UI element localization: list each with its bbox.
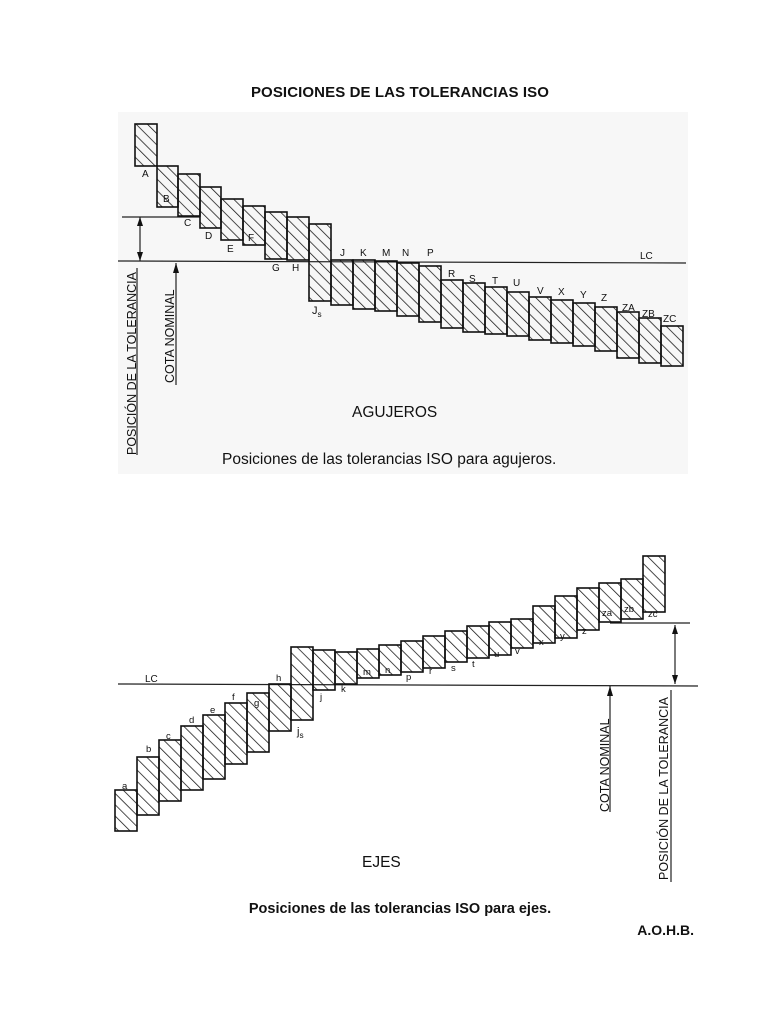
holes-letter-p: P bbox=[427, 248, 434, 259]
shafts-letter-g: g bbox=[254, 698, 260, 709]
holes-zone bbox=[507, 292, 529, 336]
shafts-letter-zb: zb bbox=[624, 604, 635, 615]
shafts-zone bbox=[181, 726, 203, 790]
shafts-zone bbox=[467, 626, 489, 658]
holes-zone bbox=[441, 280, 463, 328]
author-initials: A.O.H.B. bbox=[637, 922, 694, 938]
holes-zone bbox=[135, 124, 157, 166]
holes-zone bbox=[639, 318, 661, 363]
holes-letter-f: F bbox=[248, 233, 255, 244]
holes-section-label: AGUJEROS bbox=[352, 404, 438, 421]
holes-letter-t: T bbox=[492, 276, 499, 287]
shafts-zone bbox=[313, 650, 335, 690]
shafts-tolerance-zones bbox=[115, 556, 665, 831]
holes-letter-z: Z bbox=[601, 293, 608, 304]
holes-position-dimension bbox=[137, 217, 143, 261]
shafts-zone bbox=[115, 790, 137, 831]
holes-zone bbox=[353, 260, 375, 309]
holes-zone bbox=[375, 261, 397, 311]
holes-zone bbox=[595, 307, 617, 351]
holes-zone bbox=[463, 283, 485, 332]
page-title: POSICIONES DE LAS TOLERANCIAS ISO bbox=[250, 84, 550, 101]
shafts-letter-f: f bbox=[232, 692, 235, 703]
shafts-position-dimension bbox=[671, 625, 678, 882]
holes-letter-m: M bbox=[382, 248, 391, 259]
shafts-zone bbox=[489, 622, 511, 655]
shafts-letter-j: j bbox=[320, 692, 323, 703]
shafts-zero-line bbox=[118, 684, 698, 686]
shafts-letter-n: n bbox=[385, 665, 391, 676]
shafts-zone bbox=[643, 556, 665, 612]
holes-zone bbox=[573, 303, 595, 346]
shafts-zone bbox=[159, 740, 181, 801]
holes-letter-js: $J_s$ bbox=[312, 305, 322, 319]
shafts-letter-p: p bbox=[406, 672, 412, 683]
holes-letter-n: N bbox=[402, 248, 410, 259]
shafts-letter-c: c bbox=[166, 731, 171, 742]
shafts-zone bbox=[335, 652, 357, 684]
shafts-letter-h: h bbox=[276, 673, 282, 684]
holes-zone bbox=[200, 187, 221, 228]
holes-letter-v: V bbox=[537, 286, 544, 297]
holes-letter-x: X bbox=[558, 287, 565, 298]
shafts-letter-s: s bbox=[451, 663, 456, 674]
holes-zone bbox=[419, 266, 441, 322]
shafts-nominal-label: COTA NOMINAL bbox=[598, 718, 612, 812]
shafts-letter-z: z bbox=[582, 626, 587, 637]
holes-zone bbox=[485, 287, 507, 334]
shafts-zone bbox=[533, 606, 555, 643]
holes-zone bbox=[551, 300, 573, 343]
shafts-zone bbox=[203, 715, 225, 779]
holes-zone bbox=[529, 297, 551, 340]
holes-letter-k: K bbox=[360, 248, 367, 259]
holes-nominal-label: COTA NOMINAL bbox=[163, 289, 177, 383]
holes-caption: Posiciones de las tolerancias ISO para agujeros. bbox=[222, 451, 557, 468]
holes-diagram bbox=[118, 124, 686, 468]
holes-letter-c: C bbox=[184, 218, 192, 229]
shafts-caption: Posiciones de las tolerancias ISO para ejes. bbox=[248, 901, 552, 917]
holes-letter-d: D bbox=[205, 231, 213, 242]
holes-zone bbox=[309, 224, 331, 301]
shafts-letter-x: x bbox=[539, 637, 544, 648]
shafts-letter-a: a bbox=[122, 781, 128, 792]
holes-zone bbox=[265, 212, 287, 259]
shafts-section-label: EJES bbox=[362, 854, 401, 871]
shafts-letter-t: t bbox=[472, 659, 475, 670]
shafts-letter-js: $j_s$ bbox=[297, 726, 304, 740]
shafts-letter-k: k bbox=[341, 684, 346, 695]
holes-zone bbox=[397, 263, 419, 316]
holes-zone bbox=[287, 217, 309, 260]
shafts-zone bbox=[577, 588, 599, 630]
shafts-letter-v: v bbox=[515, 646, 520, 657]
holes-letter-e: E bbox=[227, 244, 234, 255]
holes-tolerance-zones bbox=[135, 124, 683, 366]
holes-zone bbox=[331, 260, 353, 305]
shafts-letter-y: y bbox=[560, 631, 565, 642]
holes-letter-g: G bbox=[272, 263, 280, 274]
holes-letter-zb: ZB bbox=[642, 309, 655, 320]
shafts-zone bbox=[445, 631, 467, 662]
shafts-letter-e: e bbox=[210, 705, 216, 716]
holes-letter-r: R bbox=[448, 269, 456, 280]
holes-letter-s: S bbox=[469, 274, 476, 285]
holes-letter-b: B bbox=[163, 194, 170, 205]
shafts-diagram bbox=[115, 556, 698, 882]
shafts-zone bbox=[511, 619, 533, 648]
shafts-zone bbox=[269, 684, 291, 731]
shafts-zone bbox=[137, 757, 159, 815]
holes-letter-j: J bbox=[340, 248, 345, 259]
holes-letter-zc: ZC bbox=[663, 314, 677, 325]
shafts-letter-m: m bbox=[363, 667, 371, 678]
shafts-zone bbox=[555, 596, 577, 638]
holes-position-label: POSICIÓN DE LA TOLERANCIA bbox=[125, 272, 139, 455]
shafts-letter-zc: zc bbox=[648, 609, 658, 620]
shafts-position-label: POSICIÓN DE LA TOLERANCIA bbox=[657, 697, 671, 880]
shafts-zone bbox=[423, 636, 445, 668]
shafts-letter-b: b bbox=[146, 744, 152, 755]
shafts-zone bbox=[291, 647, 313, 720]
holes-zone bbox=[617, 312, 639, 358]
shafts-zero-line-label: LC bbox=[145, 674, 158, 685]
holes-letter-u: U bbox=[513, 278, 521, 289]
holes-zone bbox=[221, 199, 243, 240]
shafts-letter-za: za bbox=[602, 608, 613, 619]
holes-zone bbox=[661, 326, 683, 366]
holes-letter-a: A bbox=[142, 169, 149, 180]
shafts-zone bbox=[401, 641, 423, 672]
holes-letter-za: ZA bbox=[622, 303, 635, 314]
shafts-zone bbox=[225, 703, 247, 764]
holes-letter-h: H bbox=[292, 263, 300, 274]
holes-letter-y: Y bbox=[580, 290, 587, 301]
shafts-letter-d: d bbox=[189, 715, 195, 726]
shafts-letter-u: u bbox=[494, 649, 500, 660]
holes-zero-line-label: LC bbox=[640, 251, 653, 262]
shafts-letter-r: r bbox=[429, 666, 433, 677]
holes-zone bbox=[178, 174, 200, 216]
